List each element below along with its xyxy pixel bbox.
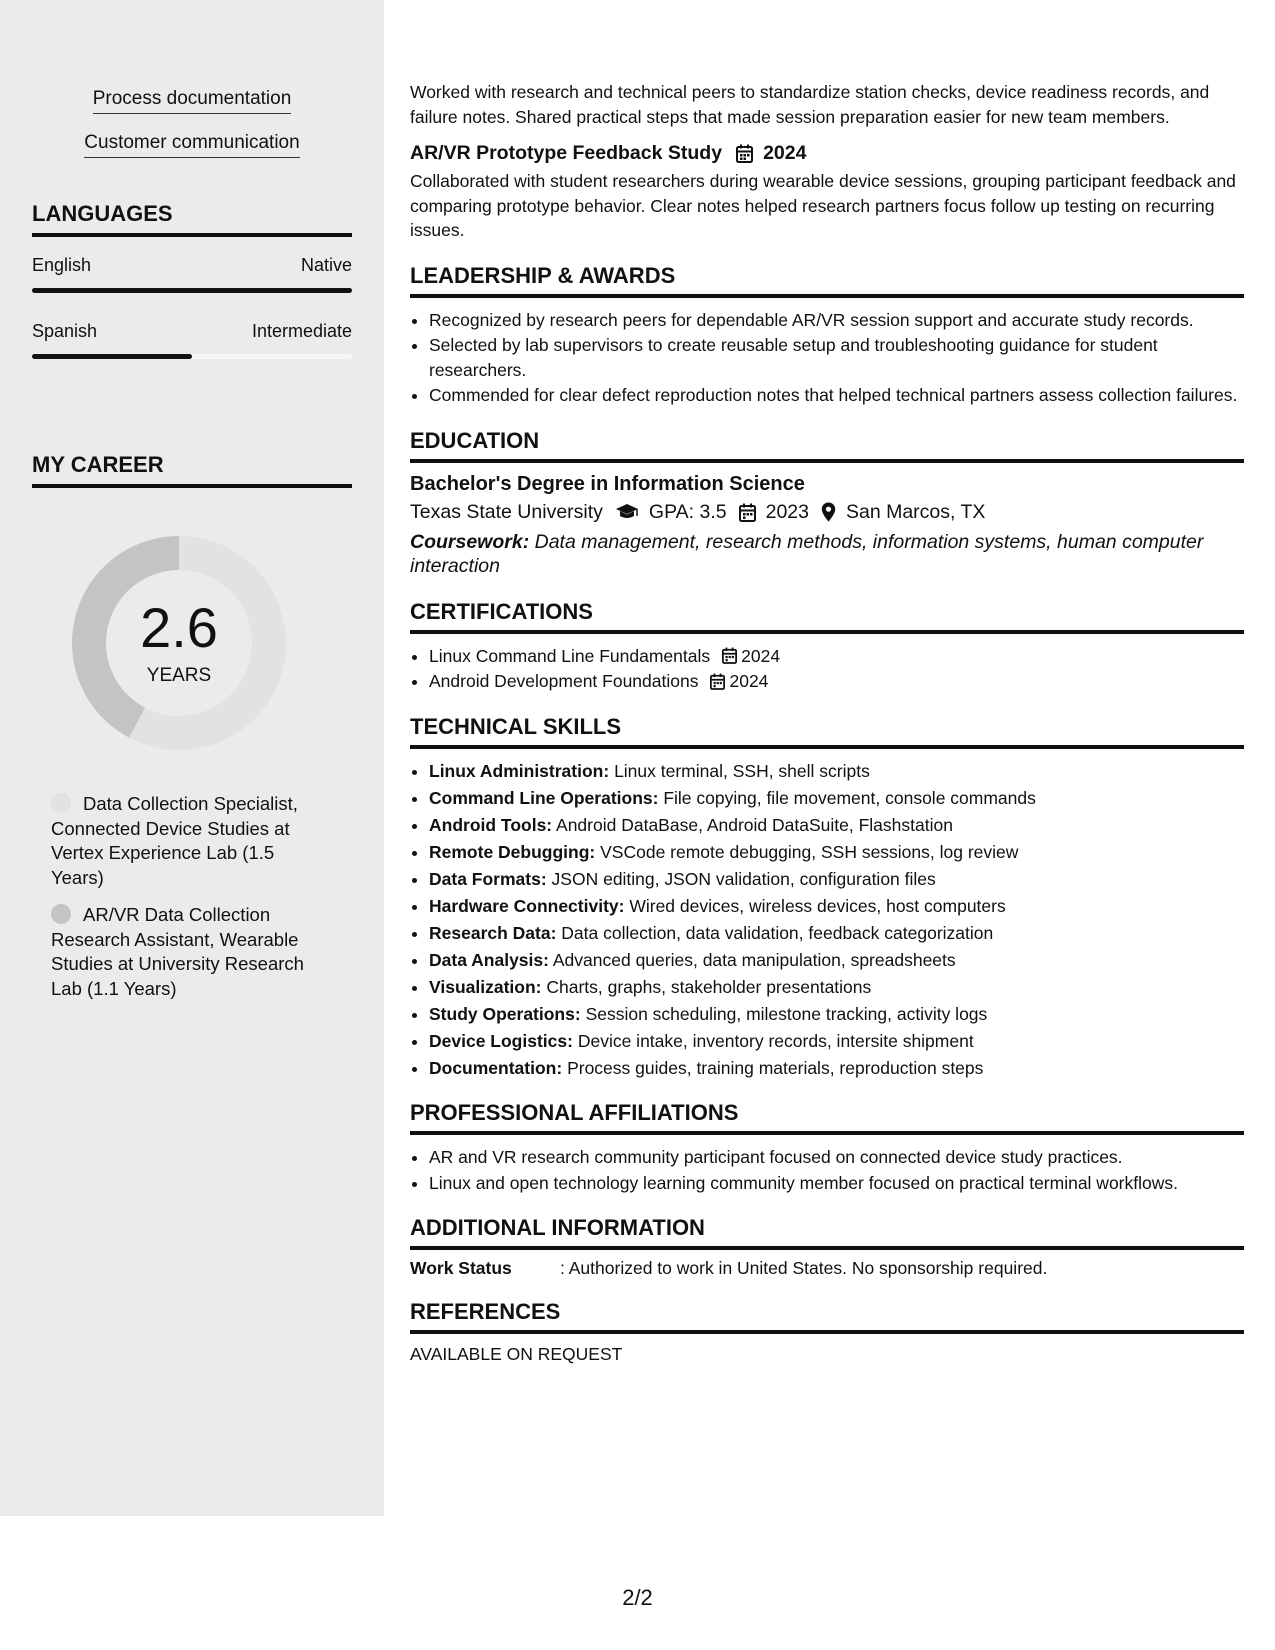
skill-label: Data Formats: [429, 868, 547, 889]
skill-value: VSCode remote debugging, SSH sessions, log review [600, 841, 1019, 862]
skill-value: Process guides, training materials, reproduction steps [567, 1057, 984, 1078]
affiliations-heading: PROFESSIONAL AFFILIATIONS [410, 1100, 1244, 1135]
calendar-icon [736, 144, 753, 163]
list-item [429, 1056, 1244, 1081]
gpa: GPA: 3.5 [648, 500, 727, 523]
skill-label: Linux Administration: [429, 760, 610, 781]
career-legend-text: AR/VR Data Collection Research Assistant, Wearable Studies at University Research Lab (1.1 Years) [51, 904, 304, 999]
certification-name: • Android Development Foundations [429, 671, 699, 691]
calendar-icon [722, 647, 737, 664]
skill-value: Data collection, data validation, feedback categorization [561, 922, 994, 943]
affiliations-list [410, 1145, 1244, 1195]
page-number: 2/2 [622, 1585, 653, 1610]
additional-info-heading: ADDITIONAL INFORMATION [410, 1215, 1244, 1250]
skill-label: Research Data: [429, 922, 557, 943]
sidebar [0, 0, 384, 1516]
coursework-label: Coursework: [410, 530, 530, 553]
skill-value: File copying, file movement, console commands [663, 787, 1036, 808]
technical-skills-list [410, 759, 1244, 1081]
career-legend-item [51, 903, 313, 1001]
skill-label: Documentation: [429, 1057, 563, 1078]
language-progress-fill [32, 288, 352, 293]
skill-label: Study Operations: [429, 1003, 581, 1024]
list-item [429, 813, 1244, 838]
skill-value: Session scheduling, milestone tracking, activity logs [585, 1003, 988, 1024]
career-donut-chart [66, 530, 292, 756]
coursework [410, 530, 1244, 579]
career-legend-item [51, 792, 313, 890]
legend-dot [51, 793, 71, 813]
technical-skills-heading: TECHNICAL SKILLS [410, 714, 1244, 749]
list-item [429, 921, 1244, 946]
skill-label: Device Logistics: [429, 1030, 573, 1051]
skill-label: Data Analysis: [429, 949, 549, 970]
project-description: Collaborated with student researchers during wearable device sessions, grouping participant feedback and comparing prototype behavior. Clear notes helped research partners focus follow up testing on recurring issues. [410, 171, 1236, 240]
certification-year: 2024 [729, 671, 769, 691]
skill-value: Linux terminal, SSH, shell scripts [614, 760, 870, 781]
certification-name: • Linux Command Line Fundamentals [429, 645, 711, 666]
skill-label: Android Tools: [429, 814, 553, 835]
list-item [429, 759, 1244, 784]
language-progress-fill [32, 354, 192, 359]
list-item [429, 840, 1244, 865]
skill-link[interactable]: Process documentation [93, 88, 292, 114]
career-heading: MY CAREER [32, 452, 352, 488]
skill-value: JSON editing, JSON validation, configuration files [551, 868, 936, 889]
languages-heading: LANGUAGES [32, 201, 352, 237]
work-status-value: : Authorized to work in United States. No sponsorship required. [560, 1258, 1048, 1278]
career-years-unit: YEARS [146, 665, 212, 686]
list-item [429, 669, 1244, 694]
list-item: • Recognized by research peers for dependable AR/VR session support and accurate study records. [429, 308, 1244, 333]
degree-title: Bachelor's Degree in Information Science [410, 472, 805, 495]
language-progress-track [32, 354, 352, 359]
education-details [410, 501, 1244, 524]
school-location: San Marcos, TX [845, 500, 986, 523]
skill-value: Device intake, inventory records, intersite shipment [577, 1030, 974, 1051]
certifications-list [410, 644, 1244, 694]
education-heading: EDUCATION [410, 428, 1244, 463]
language-level: Intermediate [251, 321, 352, 341]
language-english [32, 255, 352, 293]
list-item [429, 975, 1244, 1000]
skill-value: Advanced queries, data manipulation, spreadsheets [552, 949, 956, 970]
list-item [429, 894, 1244, 919]
work-status-row [410, 1258, 1244, 1279]
references-heading: REFERENCES [410, 1299, 1244, 1334]
graduation-year: 2023 [765, 500, 809, 523]
list-item [429, 1002, 1244, 1027]
skill-value: Charts, graphs, stakeholder presentations [546, 976, 872, 997]
skill-value: Android DataBase, Android DataSuite, Flashstation [556, 814, 953, 835]
project-title-row [410, 142, 1244, 165]
skill-label: Remote Debugging: [429, 841, 596, 862]
list-item: • Commended for clear defect reproduction notes that helped technical partners assess collection failures. [429, 383, 1244, 408]
list-item [429, 948, 1244, 973]
language-progress-track [32, 288, 352, 293]
skill-label: Visualization: [429, 976, 542, 997]
coursework-text: Data management, research methods, information systems, human computer interaction [410, 530, 1204, 577]
skill-links [0, 88, 384, 176]
skill-label: Command Line Operations: [429, 787, 659, 808]
experience-description: Worked with research and technical peers to standardize station checks, device readiness records, and failure notes. Shared practical steps that made session preparation easier for new team members. [410, 82, 1210, 127]
skill-link[interactable]: Customer communication [84, 132, 299, 158]
certification-year: 2024 [741, 645, 781, 666]
calendar-icon [710, 673, 725, 690]
work-status-label: Work Status [410, 1258, 512, 1278]
project-year: 2024 [763, 142, 807, 164]
certifications-heading: CERTIFICATIONS [410, 599, 1244, 634]
language-level: Native [300, 255, 352, 275]
career-legend [51, 792, 313, 1014]
list-item: • AR and VR research community participant focused on connected device study practices. [429, 1145, 1244, 1170]
leadership-heading: LEADERSHIP & AWARDS [410, 263, 1244, 298]
list-item [429, 644, 1244, 669]
graduation-cap-icon [615, 503, 639, 521]
calendar-icon [739, 503, 756, 522]
career-total-years: 2.6 [140, 596, 218, 659]
career-legend-text: Data Collection Specialist, Connected Device Studies at Vertex Experience Lab (1.5 Years) [51, 793, 298, 888]
list-item: • Linux and open technology learning community member focused on practical terminal workflows. [429, 1171, 1244, 1196]
project-title: AR/VR Prototype Feedback Study [410, 142, 723, 164]
references-text: AVAILABLE ON REQUEST [410, 1344, 623, 1364]
list-item [429, 867, 1244, 892]
list-item [429, 786, 1244, 811]
list-item [429, 1029, 1244, 1054]
list-item: • Selected by lab supervisors to create reusable setup and troubleshooting guidance for student researchers. [429, 333, 1244, 382]
skill-value: Wired devices, wireless devices, host computers [629, 895, 1006, 916]
language-spanish [32, 321, 352, 359]
school-name: Texas State University [410, 500, 603, 523]
map-pin-icon [821, 502, 836, 522]
legend-dot [51, 904, 71, 924]
language-name: Spanish [32, 321, 98, 341]
language-name: English [32, 255, 92, 275]
leadership-list [410, 308, 1244, 408]
main-content [410, 0, 1244, 1365]
skill-label: Hardware Connectivity: [429, 895, 625, 916]
